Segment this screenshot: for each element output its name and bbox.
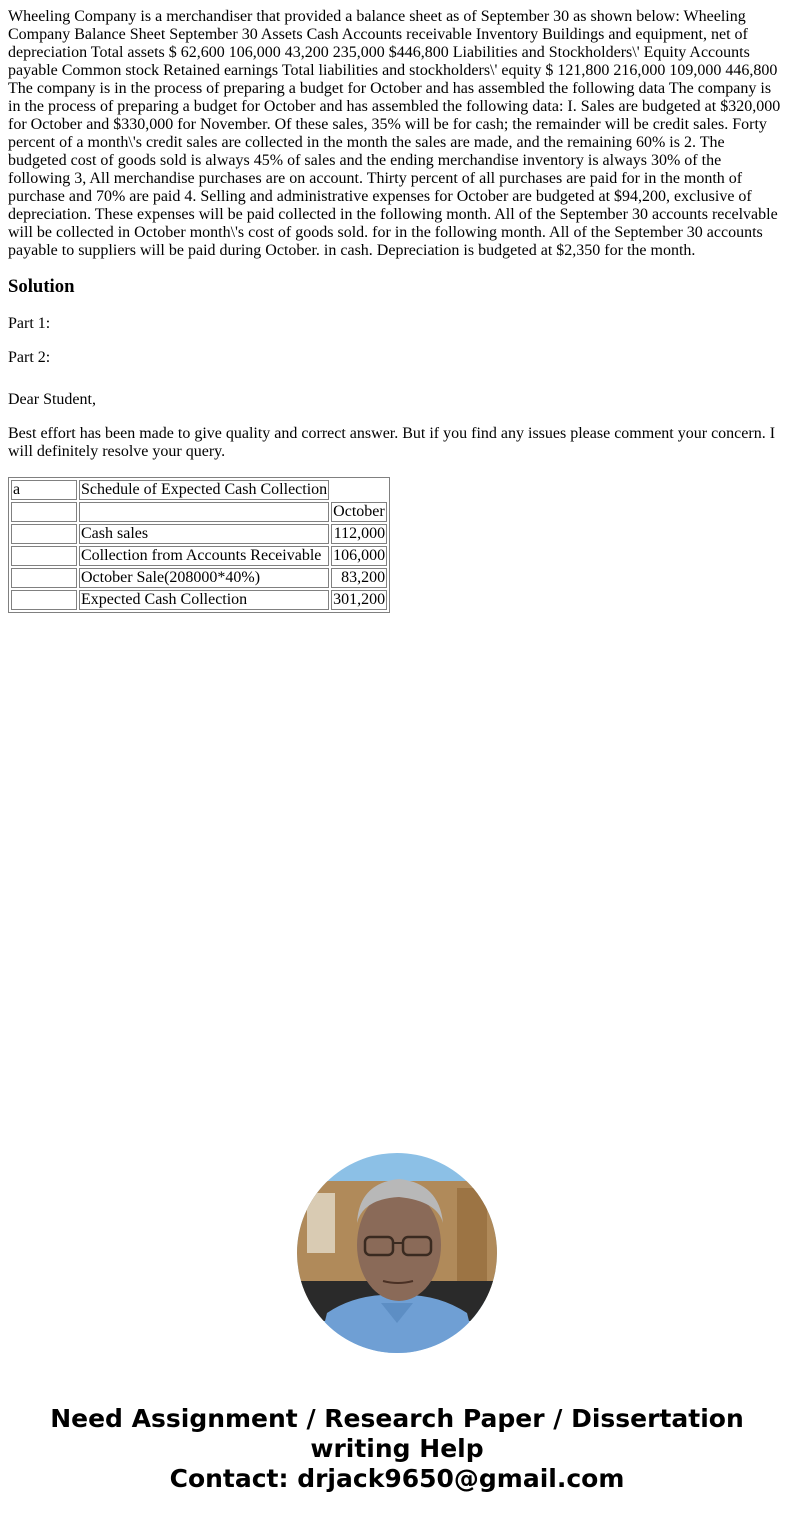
row-value: 106,000 [333,547,386,564]
table-cell-empty [11,524,77,544]
promo-line-2: writing Help [310,1434,484,1463]
row-label: October Sale(208000*40%) [79,568,329,588]
table-title-cell: Schedule of Expected Cash Collection [81,481,328,498]
promo-line-1: Need Assignment / Research Paper / Dissertation [50,1404,744,1433]
table-cell-empty [11,502,77,522]
row-label: Cash sales [79,524,329,544]
promo-banner [0,1404,794,1494]
row-value: 301,200 [333,591,386,608]
table-cell-empty [11,546,77,566]
table-cell-part: a [11,480,77,500]
table-header-row [11,480,387,500]
table-cell-empty [11,568,77,588]
tutor-avatar [297,1153,497,1353]
table-subheader-row [11,502,387,522]
document-body [0,0,794,613]
row-value: 112,000 [331,524,387,544]
table-empty-cell [331,480,387,500]
greeting: Dear Student, [8,391,96,408]
cash-collection-table [8,477,390,613]
table-row [11,590,387,610]
row-label: Expected Cash Collection [79,590,329,610]
table-cell-empty [11,590,77,610]
part-1-label: Part 1: [8,315,51,332]
table-row [11,568,387,588]
promo-contact: Contact: drjack9650@gmail.com [169,1464,625,1493]
portrait-icon [297,1153,497,1353]
table-row [11,546,387,566]
solution-heading: Solution [8,276,75,297]
spacer [8,383,786,391]
row-label: Collection from Accounts Receivable [79,546,329,566]
question-text: Wheeling Company is a merchandiser that provided a balance sheet as of September 30 as shown below: Wheeling Company Balance Sheet September 30 Assets Cash Accounts receivable Inventory Buildings and equipment, net of depreciation Total assets $ 62,600 106,000 43,200 235,000 $446,800 Liabilities and Stockholders\' Equity Accounts payable Common stock Retained earnings Total liabilities and stockholders\' equity $ 121,800 216,000 109,000 446,800 The company is in the process of preparing a budget for October and has assembled the following data The company is in the process of preparing a budget for October and has assembled the following data: I. Sales are budgeted at $320,000 for October and $330,000 for November. Of these sales, 35% will be for cash; the remainder will be credit sales. Forty percent of a month\'s credit sales are collected in the month the sales are made, and the remaining 60% is 2. The budgeted cost of goods sold is always 45% of sales and the ending merchandise inventory is always 30% of the following 3, All merchandise purchases are on account. Thirty percent of all purchases are paid for in the month of purchase and 70% are paid 4. Selling and administrative expenses for October are budgeted at $94,200, exclusive of depreciation. These expenses will be paid collected in the following month. All of the September 30 accounts recelvable will be collected in October month\'s cost of goods sold. for in the following month. All of the September 30 accounts payable to suppliers will be paid during October. in cash. Depreciation is budgeted at $2,350 for the month. [8,8,781,259]
part-2-label: Part 2: [8,349,51,366]
table-cell-empty [79,502,329,522]
column-header-october: October [331,502,387,522]
table-row [11,524,387,544]
row-value: 83,200 [331,568,387,588]
note-text: Best effort has been made to give quality and correct answer. But if you find any issues please comment your concern. I will definitely resolve your query. [8,425,776,460]
